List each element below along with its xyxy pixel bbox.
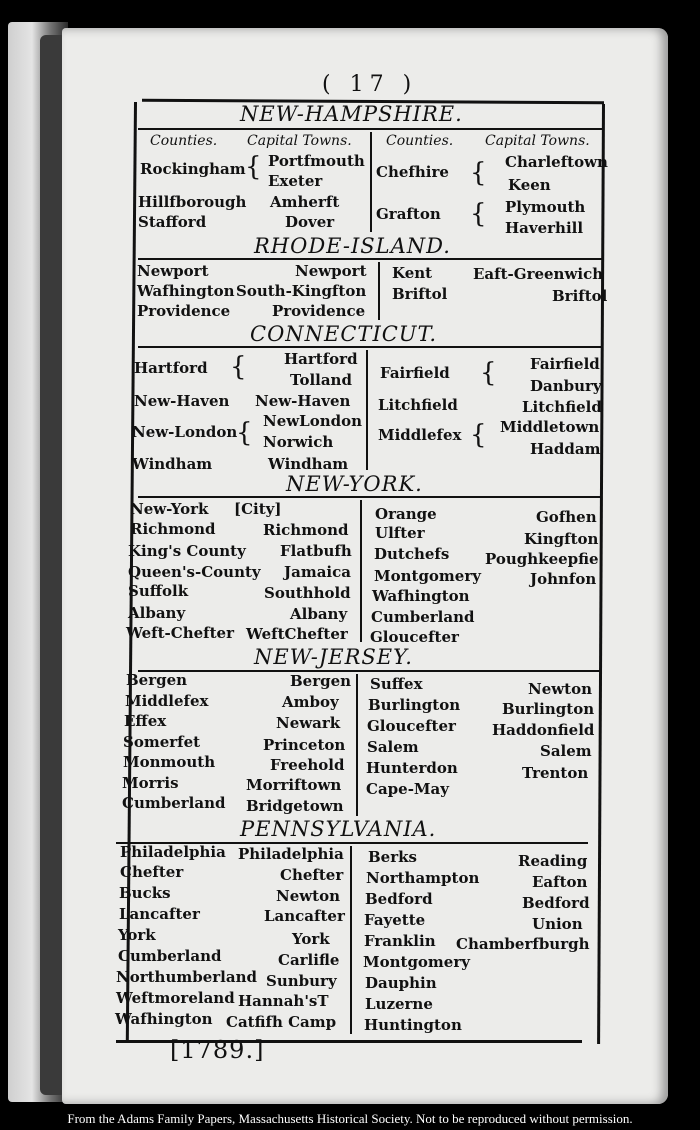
- brace: {: [230, 352, 247, 382]
- header-counties: Counties.: [386, 133, 454, 149]
- county: Effex: [124, 712, 167, 730]
- capital-town: Albany: [290, 605, 348, 623]
- capital-town: Gofhen: [536, 508, 597, 526]
- county: Wafhington: [137, 282, 235, 300]
- county: Albany: [128, 604, 186, 622]
- capital-town: Hartford: [284, 350, 358, 368]
- county: Hartford: [134, 359, 208, 377]
- capital-town: Eaft-Greenwich: [473, 265, 604, 283]
- capital-town: [City]: [234, 500, 282, 518]
- county: Briftol: [392, 285, 448, 303]
- county: Kent: [392, 264, 433, 282]
- capital-town: Middletown: [500, 418, 600, 436]
- county: Cumberland: [371, 608, 475, 626]
- capital-town: Morriftown: [246, 776, 342, 794]
- county: New-London: [132, 423, 238, 441]
- county: Chefter: [120, 863, 184, 881]
- county: Burlington: [368, 696, 461, 714]
- county: Richmond: [130, 520, 216, 538]
- county: Franklin: [364, 932, 436, 950]
- capital-town: Norwich: [263, 433, 334, 451]
- capital-town: Providence: [272, 302, 366, 320]
- county: Bucks: [119, 884, 171, 902]
- divider: [138, 128, 602, 130]
- capital-town: Exeter: [268, 172, 323, 190]
- county: Suffolk: [128, 582, 189, 600]
- county: Wafhington: [115, 1010, 213, 1028]
- capital-town: Newton: [528, 680, 593, 698]
- capital-town: Newport: [295, 262, 367, 280]
- capital-town: Haddam: [530, 440, 601, 458]
- capital-town: Philadelphia: [238, 845, 344, 863]
- capital-town: Litchfield: [522, 398, 602, 416]
- capital-town: Hannah'sT: [238, 992, 329, 1010]
- county: Litchfield: [378, 396, 458, 414]
- capital-town: Chamberfburgh: [456, 935, 590, 953]
- county: Rockingham: [140, 160, 246, 178]
- capital-town: Chefter: [280, 866, 344, 884]
- state-heading-connecticut: CONNECTICUT.: [250, 322, 438, 346]
- county: Wafhington: [372, 587, 470, 605]
- capital-town: Reading: [518, 852, 588, 870]
- county: Fayette: [364, 911, 426, 929]
- state-heading-new-york: NEW-YORK.: [286, 472, 423, 496]
- capital-town: Haddonfield: [492, 721, 595, 739]
- county: Suffex: [370, 675, 423, 693]
- column-divider: [370, 132, 372, 232]
- capital-town: Johnfon: [530, 570, 597, 588]
- capital-town: Danbury: [530, 377, 602, 395]
- county: Middlefex: [378, 426, 462, 444]
- county: Fairfield: [380, 364, 450, 382]
- capital-town: New-Haven: [255, 392, 351, 410]
- state-heading-pennsylvania: PENNSYLVANIA.: [240, 817, 437, 841]
- capital-town: Amboy: [282, 693, 339, 711]
- county: Lancafter: [119, 905, 200, 923]
- capital-town: Tolland: [290, 371, 352, 389]
- capital-town: Plymouth: [505, 198, 586, 216]
- header-capital-towns: Capital Towns.: [485, 133, 590, 149]
- divider: [138, 670, 602, 672]
- county: Bergen: [126, 671, 188, 689]
- capital-town: Amherft: [270, 193, 340, 211]
- column-divider: [356, 674, 358, 816]
- county: Luzerne: [365, 995, 433, 1013]
- column-divider: [350, 846, 352, 1034]
- page-number: ( 17 ): [322, 72, 418, 97]
- divider: [138, 346, 602, 348]
- county: Philadelphia: [120, 843, 226, 861]
- brace: {: [480, 358, 497, 388]
- county: Hunterdon: [366, 759, 458, 777]
- brace: {: [470, 420, 487, 450]
- county: Huntington: [364, 1016, 462, 1034]
- capital-town: Flatbufh: [280, 542, 352, 560]
- county: Cumberland: [118, 947, 222, 965]
- divider: [138, 258, 602, 260]
- county: Monmouth: [123, 753, 216, 771]
- county: New-Haven: [134, 392, 230, 410]
- capital-town: Windham: [268, 455, 349, 473]
- brace: {: [470, 199, 487, 229]
- header-counties: Counties.: [150, 133, 218, 149]
- capital-town: Bergen: [290, 672, 352, 690]
- county: Chefhire: [376, 163, 449, 181]
- capital-town: Freehold: [270, 756, 345, 774]
- capital-town: Dover: [285, 213, 335, 231]
- copyright-caption: From the Adams Family Papers, Massachusetts Historical Society. Not to be reproduced without permission.: [67, 1111, 633, 1126]
- capital-town: Newark: [276, 714, 341, 732]
- county: York: [118, 926, 156, 944]
- county: Dutchefs: [374, 545, 450, 563]
- capital-town: Kingfton: [524, 530, 599, 548]
- county: Windham: [132, 455, 213, 473]
- capital-town: Carlifle: [278, 951, 340, 969]
- county: Weftmoreland: [116, 989, 235, 1007]
- capital-town: Salem: [540, 742, 592, 760]
- capital-town: Newton: [276, 887, 341, 905]
- county: Northumberland: [116, 968, 257, 986]
- capital-town: Charleftown: [505, 153, 608, 171]
- county: Ulfter: [375, 524, 425, 542]
- county: Gloucefter: [367, 717, 456, 735]
- state-heading-rhode-island: RHODE-ISLAND.: [254, 234, 451, 258]
- capital-town: Richmond: [263, 521, 349, 539]
- capital-town: WeftChefter: [246, 625, 348, 643]
- capital-town: Fairfield: [530, 355, 600, 373]
- capital-town: Union: [532, 915, 583, 933]
- county: King's County: [128, 542, 246, 560]
- county: Montgomery: [363, 953, 470, 971]
- capital-town: Bedford: [522, 894, 590, 912]
- capital-town: South-Kingfton: [236, 282, 367, 300]
- county: New-York: [130, 500, 209, 518]
- capital-town: Catfifh Camp: [226, 1013, 337, 1031]
- county: Montgomery: [374, 567, 481, 585]
- header-capital-towns: Capital Towns.: [247, 133, 352, 149]
- capital-town: Haverhill: [505, 219, 584, 237]
- county: Cumberland: [122, 794, 226, 812]
- county: Weft-Chefter: [126, 624, 234, 642]
- capital-town: NewLondon: [263, 412, 363, 430]
- capital-town: Southhold: [264, 584, 351, 602]
- capital-town: Eafton: [532, 873, 588, 891]
- brace: {: [236, 418, 253, 448]
- column-divider: [378, 262, 380, 320]
- county: Middlefex: [125, 692, 209, 710]
- capital-town: Trenton: [522, 764, 589, 782]
- county: Stafford: [138, 213, 207, 231]
- county: Gloucefter: [370, 628, 459, 646]
- capital-town: York: [292, 930, 330, 948]
- column-divider: [366, 350, 368, 470]
- county: Northampton: [366, 869, 480, 887]
- brace: {: [470, 158, 487, 188]
- county: Queen's-County: [128, 563, 261, 581]
- year-stamp: [1789.]: [170, 1036, 265, 1064]
- county: Dauphin: [365, 974, 437, 992]
- capital-town: Lancafter: [264, 907, 345, 925]
- county: Morris: [122, 774, 179, 792]
- state-heading-new-jersey: NEW-JERSEY.: [254, 645, 413, 669]
- capital-town: Princeton: [263, 736, 346, 754]
- column-divider: [360, 500, 362, 642]
- capital-town: Burlington: [502, 700, 595, 718]
- capital-town: Poughkeepfie: [485, 550, 599, 568]
- county: Grafton: [376, 205, 441, 223]
- county: Cape-May: [366, 780, 449, 798]
- state-heading-new-hampshire: NEW-HAMPSHIRE.: [240, 102, 463, 126]
- county: Orange: [375, 505, 437, 523]
- county: Hillfborough: [138, 193, 247, 211]
- divider: [138, 496, 602, 498]
- capital-town: Sunbury: [266, 972, 337, 990]
- capital-town: Bridgetown: [246, 797, 344, 815]
- county: Newport: [137, 262, 209, 280]
- county: Berks: [368, 848, 417, 866]
- county: Somerfet: [123, 733, 201, 751]
- capital-town: Portfmouth: [268, 152, 365, 170]
- county: Providence: [137, 302, 231, 320]
- capital-town: Briftol: [552, 287, 608, 305]
- county: Salem: [367, 738, 419, 756]
- capital-town: Keen: [508, 176, 551, 194]
- brace: {: [245, 152, 262, 182]
- capital-town: Jamaica: [284, 563, 351, 581]
- county: Bedford: [365, 890, 433, 908]
